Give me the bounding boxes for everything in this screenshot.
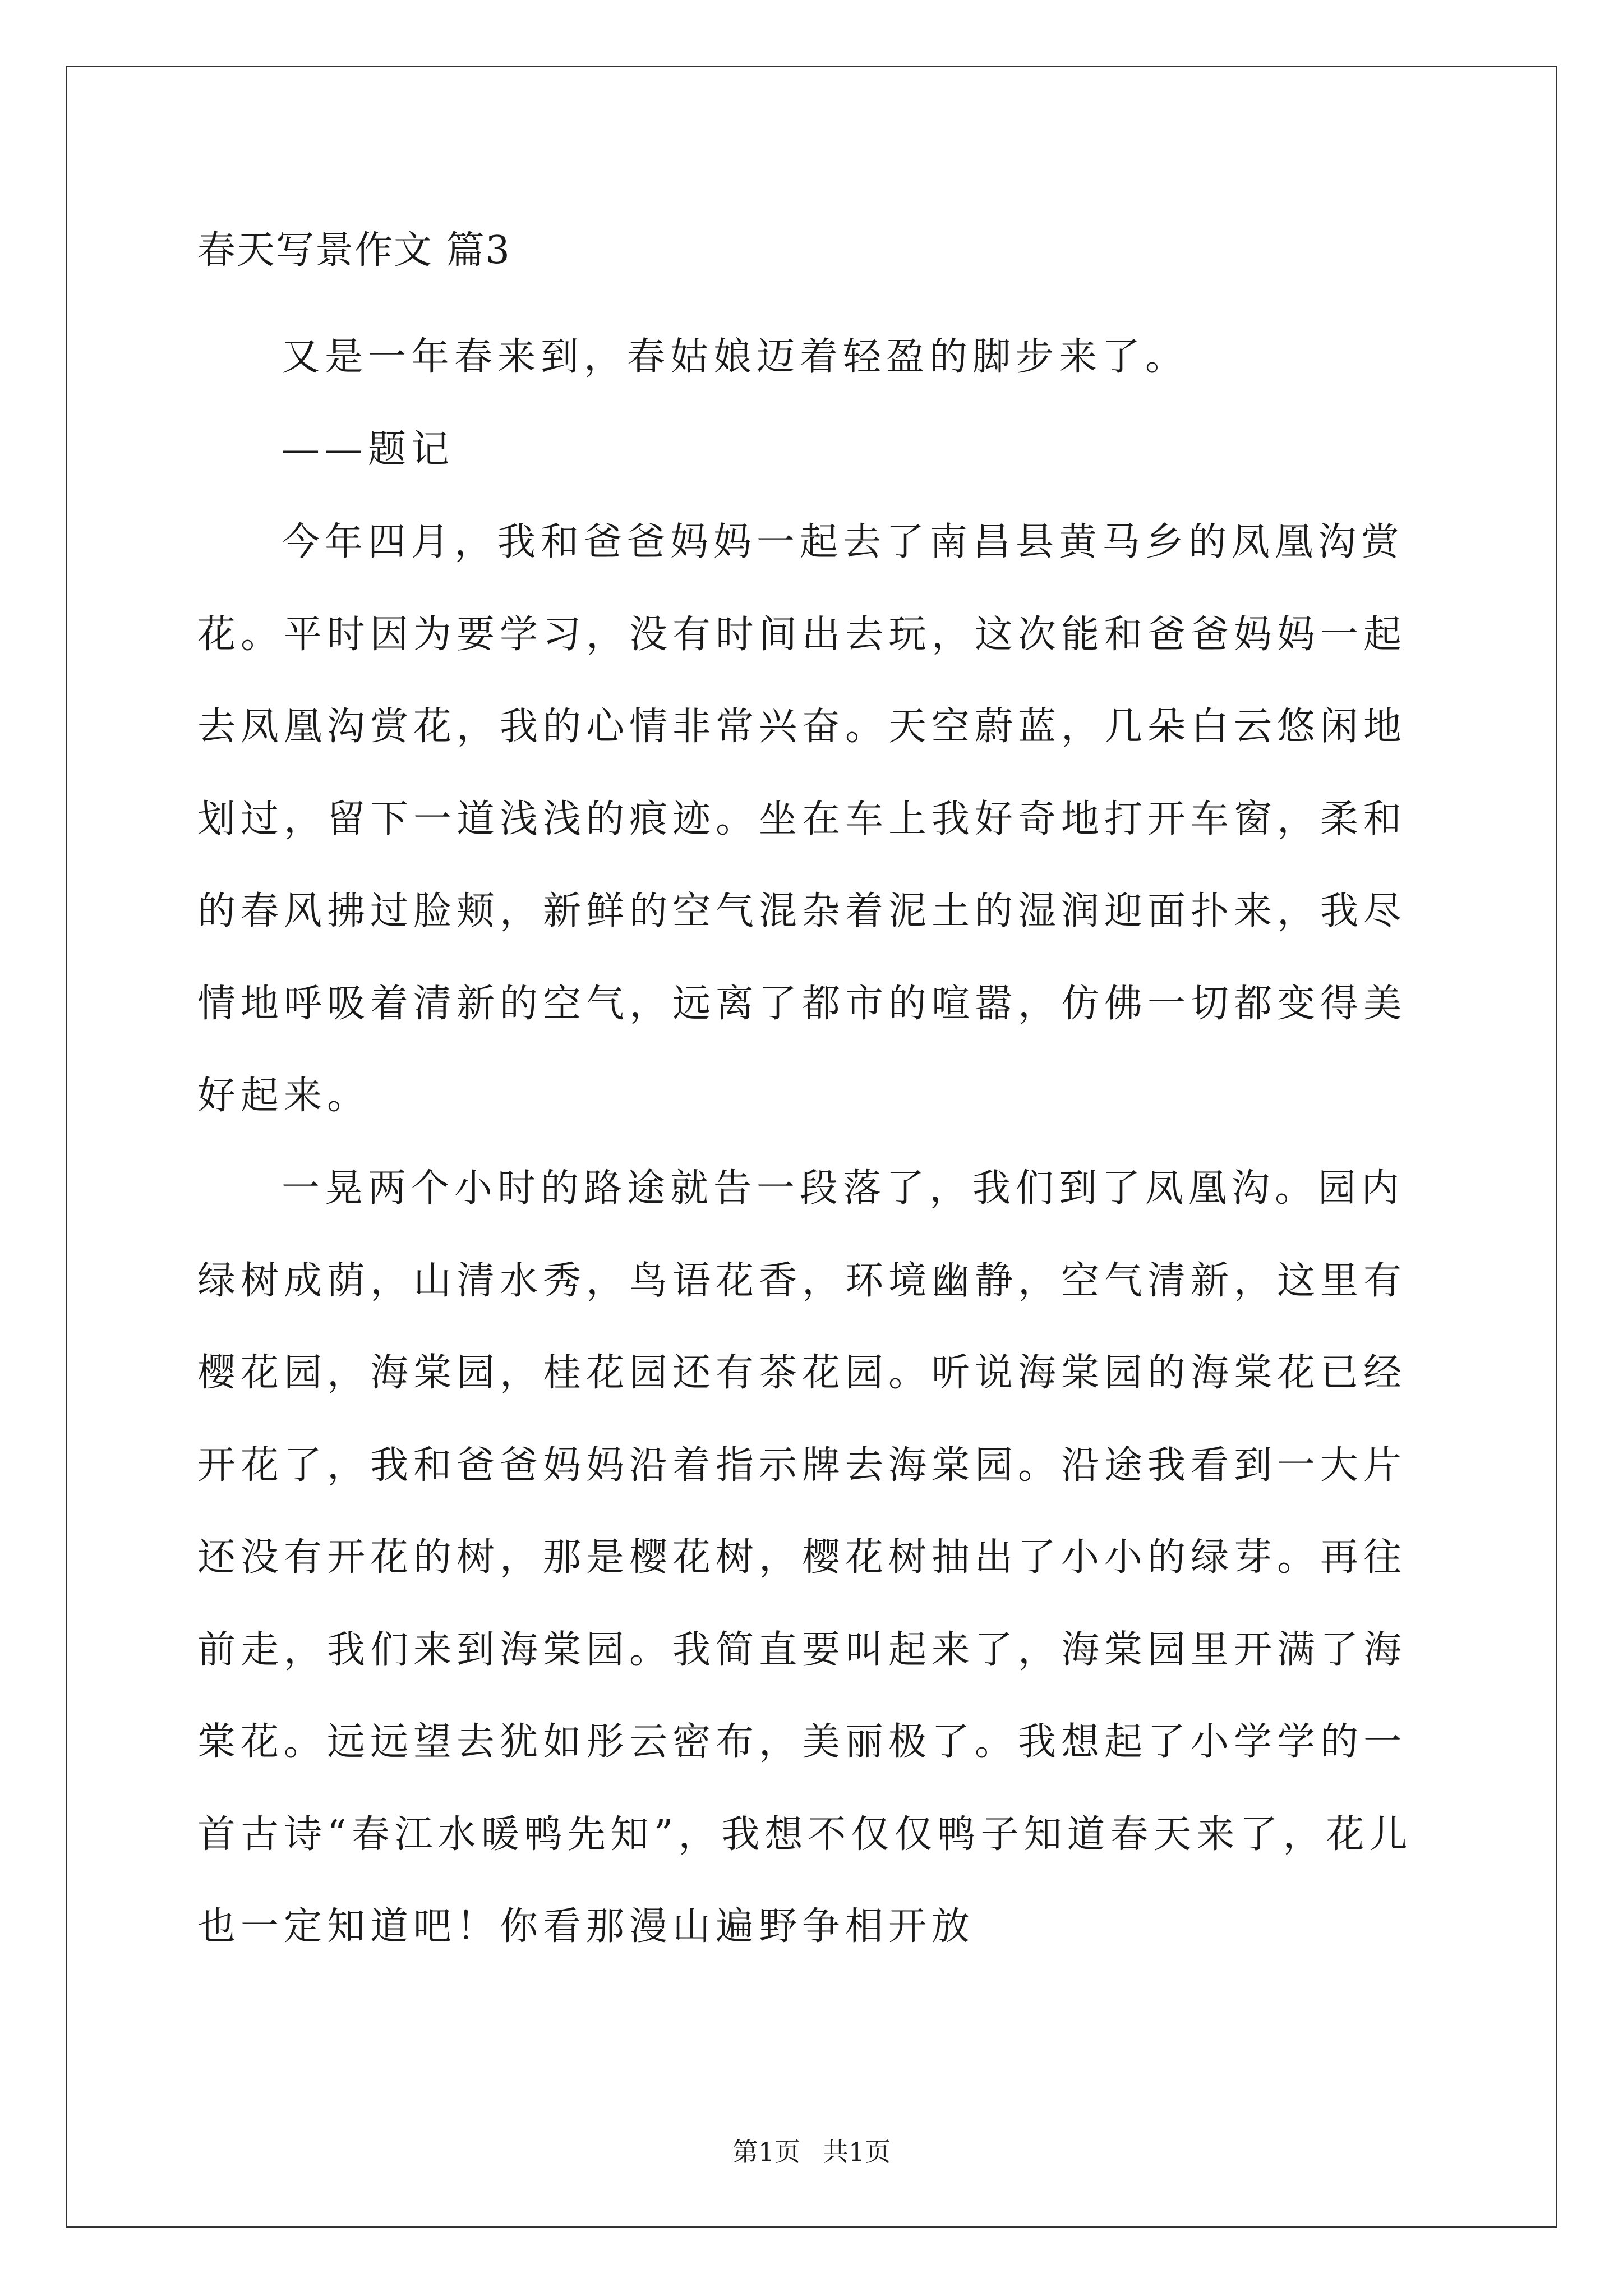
page-number: 第1页	[732, 2137, 800, 2167]
page-footer	[0, 2135, 1623, 2169]
paragraph-epigraph: ——题记	[282, 427, 455, 472]
paragraph-body-2: 一晃两个小时的路途就告一段落了，我们到了凤凰沟。园内绿树成荫，山清水秀，鸟语花香，环境幽静，空气清新，这里有樱花园，海棠园，桂花园还有茶花园。听说海棠园的海棠花已经开花了，我和爸爸妈妈沿着指示牌去海棠园。沿途我看到一大片还没有开花的树，那是樱花树，樱花树抽出了小小的绿芽。再往前走，我们来到海棠园。我简直要叫起来了，海棠园里开满了海棠花。远远望去犹如彤云密布，美丽极了。我想起了小学学的一首古诗“春江水暖鸭先知”，我想不仅仅鸭子知道春天来了，花儿也一定知道吧！你看那漫山遍野争相开放	[197, 1166, 1413, 1949]
paragraph-intro: 又是一年春来到，春姑娘迈着轻盈的脚步来了。	[282, 335, 1189, 379]
page-total: 共1页	[823, 2137, 891, 2167]
paragraph-body-1: 今年四月，我和爸爸妈妈一起去了南昌县黄马乡的凤凰沟赏花。平时因为要学习，没有时间出去玩，这次能和爸爸妈妈一起去凤凰沟赏花，我的心情非常兴奋。天空蔚蓝，几朵白云悠闲地划过，留下一道浅浅的痕迹。坐在车上我好奇地打开车窗，柔和的春风拂过脸颊，新鲜的空气混杂着泥土的湿润迎面扑来，我尽情地呼吸着清新的空气，远离了都市的喧嚣，仿佛一切都变得美好起来。	[197, 520, 1407, 1118]
document-title: 春天写景作文 篇3	[197, 228, 511, 273]
